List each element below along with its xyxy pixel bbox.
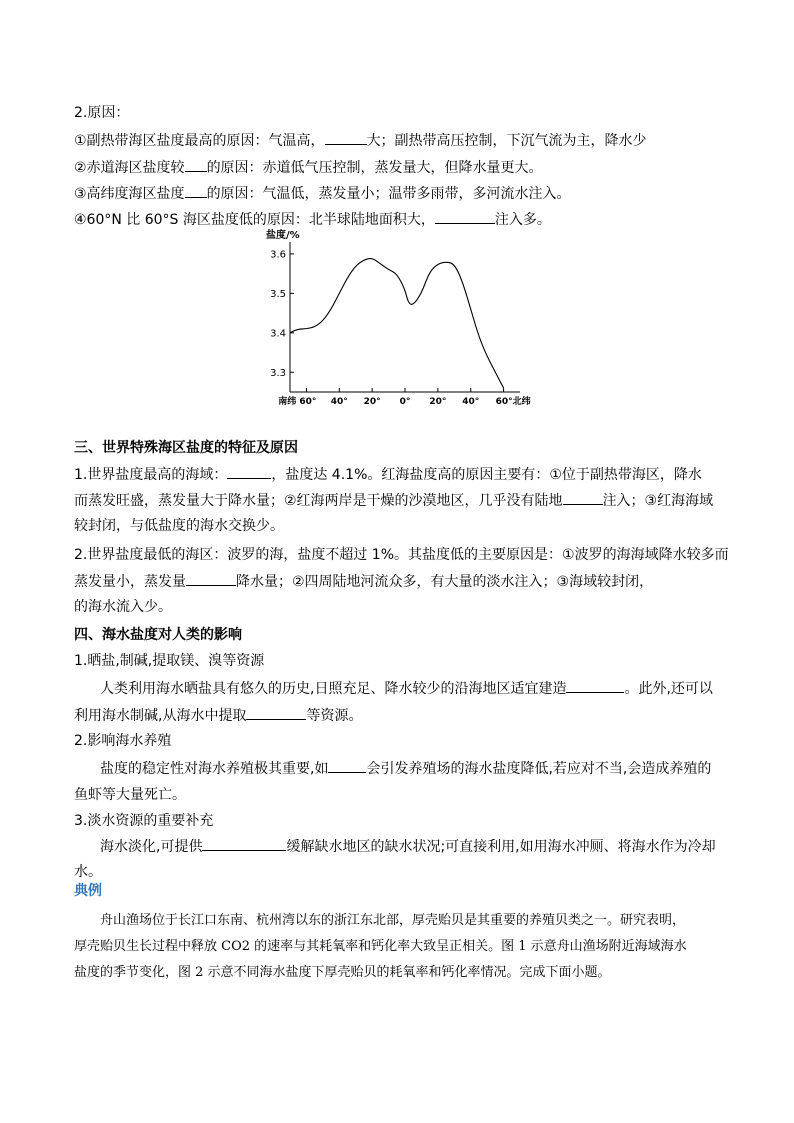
- section4-sub2-title: 2.影响海水养殖: [74, 733, 172, 749]
- x-tick-label: 20°: [363, 397, 381, 407]
- section4-sub3-line2: 水。: [74, 864, 102, 880]
- text: 注入；③红海海域: [602, 493, 714, 509]
- answer-blank[interactable]: [185, 183, 207, 198]
- reason-2: [74, 157, 543, 178]
- reason-2-text-b: 的原因：赤道低气压控制，蒸发量大，但降水量更大。: [206, 160, 543, 176]
- reason-1-text-b: 大；副热带高压控制，下沉气流为主，降水少: [366, 133, 647, 149]
- section3-p2-line1: 2.世界盐度最低的海区：波罗的海，盐度不超过 1%。其盐度低的主要原因是：①波罗的海海域降水较多而: [74, 547, 729, 563]
- x-tick-label: 40°: [330, 397, 348, 407]
- section3-p1-line3: 较封闭，与低盐度的海水交换少。: [74, 518, 284, 534]
- text: 而蒸发旺盛，蒸发量大于降水量；②红海两岸是干燥的沙漠地区，几乎没有陆地: [74, 493, 563, 509]
- example-line1: 舟山渔场位于长江口东南、杭州湾以东的浙江东北部，厚壳贻贝是其重要的养殖贝类之一。研究表明，: [100, 913, 686, 928]
- y-tick-label: 3.3: [270, 367, 286, 379]
- x-tick-label: 20°: [429, 397, 447, 407]
- section4-sub1-line2: [74, 705, 362, 726]
- text: 缓解缺水地区的缺水状况;可直接利用,如用海水冲厕、将海水作为冷却: [286, 839, 716, 855]
- reason-4-text-b: 注入多。: [494, 212, 551, 228]
- section4-sub2-line2: 鱼虾等大量死亡。: [74, 787, 186, 803]
- reason-1-text-a: ①副热带海区盐度最高的原因：气温高，: [74, 133, 325, 149]
- section3-heading: 三、世界特殊海区盐度的特征及原因: [74, 440, 298, 456]
- reason-3-text-b: 的原因：气温低，蒸发量小；温带多雨带，多河流水注入。: [206, 186, 571, 202]
- text: ，盐度达 4.1%。红海盐度高的原因主要有：①位于副热带海区，降水: [271, 467, 702, 483]
- reason-4-text-a: ④60°N 比 60°S 海区盐度低的原因：北半球陆地面积大，: [74, 212, 435, 228]
- answer-blank[interactable]: [246, 705, 306, 720]
- chart-axes: [290, 242, 520, 392]
- x-tick-label: 40°: [462, 397, 480, 407]
- text: 盐度的稳定性对海水养殖极其重要,如: [100, 761, 329, 777]
- text: 。此外,还可以: [624, 681, 713, 697]
- reasons-heading: 2.原因：: [74, 105, 130, 121]
- x-tick-label: 60°北纬: [495, 397, 531, 407]
- text: 会引发养殖场的海水盐度降低,若应对不当,会造成养殖的: [366, 761, 712, 777]
- reason-3: [74, 183, 571, 204]
- text: 1.世界盐度最高的海域：: [74, 467, 228, 483]
- section4-sub1-title: 1.晒盐,制碱,提取镁、溴等资源: [74, 653, 265, 669]
- x-tick-label: 南纬 60°: [278, 397, 317, 407]
- answer-blank[interactable]: [563, 490, 603, 505]
- chart-ticks: [266, 228, 531, 407]
- section4-heading: 四、海水盐度对人类的影响: [74, 627, 242, 643]
- text: 蒸发量小，蒸发量: [74, 574, 186, 590]
- y-tick-label: 3.6: [270, 249, 286, 261]
- answer-blank[interactable]: [325, 130, 367, 145]
- salinity-series-line: [290, 259, 504, 389]
- y-tick-label: 3.5: [270, 288, 286, 300]
- section4-sub2-line1: [100, 758, 711, 779]
- reason-1: [74, 130, 647, 151]
- text: 人类利用海水晒盐具有悠久的历史,日照充足、降水较少的沿海地区适宜建造: [100, 681, 567, 697]
- y-tick-label: 3.4: [270, 328, 286, 340]
- example-line3: 盐度的季节变化，图 2 示意不同海水盐度下厚壳贻贝的耗氧率和钙化率情况。完成下面小题。: [74, 965, 611, 980]
- reason-2-text-a: ②赤道海区盐度较: [74, 160, 185, 176]
- answer-blank[interactable]: [186, 571, 236, 586]
- answer-blank[interactable]: [185, 157, 207, 172]
- section3-p2-line3: 的海水流入少。: [74, 599, 172, 615]
- y-axis-label: 盐度/%: [266, 230, 300, 241]
- text: 降水量；②四周陆地河流众多，有大量的淡水注入；③海域较封闭，: [236, 574, 654, 590]
- section4-sub3-line1: [100, 836, 716, 857]
- section3-p1-line1: [74, 464, 702, 485]
- answer-blank[interactable]: [435, 209, 495, 224]
- example-title: 典例: [74, 883, 102, 899]
- chart-marks: [290, 259, 504, 389]
- answer-blank[interactable]: [202, 836, 286, 851]
- text: 海水淡化,可提供: [100, 839, 203, 855]
- section4-sub1-line1: [100, 678, 713, 699]
- reason-3-text-a: ③高纬度海区盐度: [74, 186, 185, 202]
- answer-blank[interactable]: [328, 758, 366, 773]
- example-line2: 厚壳贻贝生长过程中释放 CO2 的速率与其耗氧率和钙化率大致呈正相关。图 1 示意舟山渔场附近海域海水: [74, 939, 687, 954]
- answer-blank[interactable]: [566, 678, 624, 693]
- answer-blank[interactable]: [227, 464, 271, 479]
- section4-sub3-title: 3.淡水资源的重要补充: [74, 813, 214, 829]
- text: 等资源。: [306, 708, 363, 724]
- section3-p2-line2: [74, 571, 653, 592]
- section3-p1-line2: [74, 490, 713, 511]
- x-tick-label: 0°: [399, 397, 411, 407]
- salinity-latitude-chart: [262, 226, 532, 408]
- text: 利用海水制碱,从海水中提取: [74, 708, 247, 724]
